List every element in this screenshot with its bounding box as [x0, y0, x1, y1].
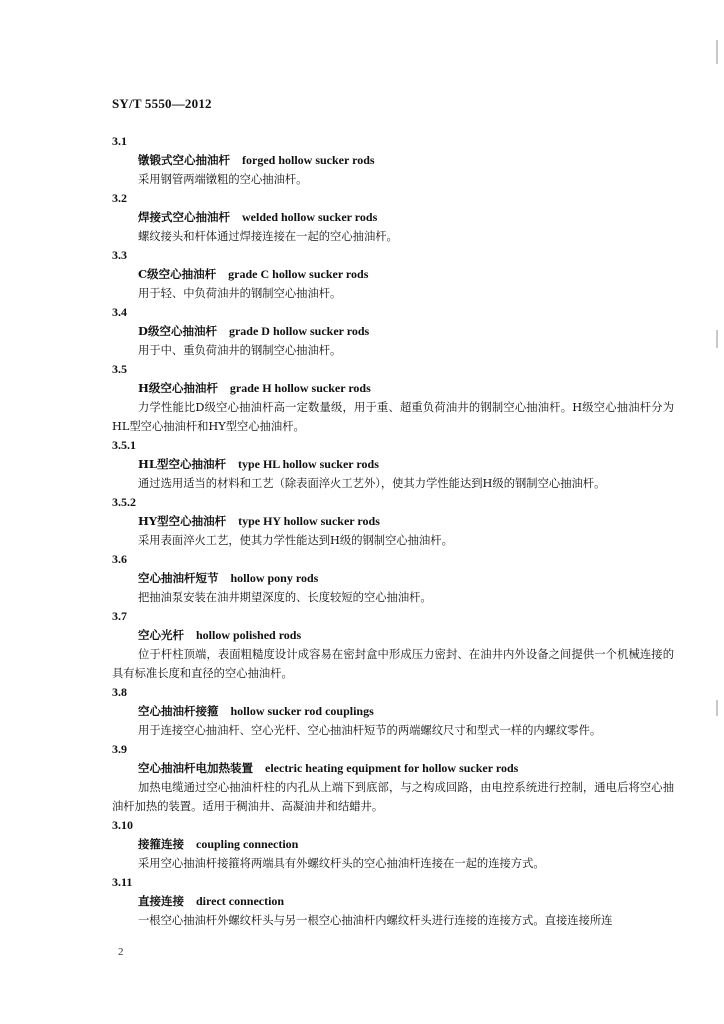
- clause-number: 3.9: [112, 742, 127, 756]
- scan-edge-mark: [716, 330, 718, 348]
- term-chinese: 空心抽油杆电加热装置: [138, 761, 253, 775]
- term-chinese: C级空心抽油杆: [138, 267, 217, 281]
- clause-3-3: [112, 246, 674, 303]
- clause-3-10: [112, 816, 674, 873]
- clause-3-4: [112, 303, 674, 360]
- clause-3-9: [112, 740, 674, 816]
- term-definition: 用于连接空心抽油杆、空心光杆、空心抽油杆短节的两端螺纹尺寸和型式一样的内螺纹零件。: [138, 724, 602, 737]
- term-definition: 通过选用适当的材料和工艺（除表面淬火工艺外），使其力学性能达到H级的钢制空心抽油杆。: [138, 477, 606, 490]
- term-heading: [112, 322, 674, 341]
- term-heading: [112, 379, 674, 398]
- term-english: hollow pony rods: [230, 571, 319, 585]
- term-heading: [112, 835, 674, 854]
- term-english: grade D hollow sucker rods: [228, 324, 370, 338]
- term-definition: 采用空心抽油杆接箍将两端具有外螺纹杆头的空心抽油杆连接在一起的连接方式。: [138, 857, 545, 870]
- term-heading: [112, 512, 674, 531]
- term-chinese: 镦锻式空心抽油杆: [138, 153, 230, 167]
- clause-3-11: [112, 873, 674, 930]
- term-heading: [112, 455, 674, 474]
- term-chinese: HL型空心抽油杆: [138, 457, 226, 471]
- term-chinese: H级空心抽油杆: [138, 381, 218, 395]
- clause-list: [112, 132, 674, 930]
- term-definition: 螺纹接头和杆体通过焊接连接在一起的空心抽油杆。: [138, 230, 398, 243]
- term-heading: [112, 759, 674, 778]
- clause-number: 3.2: [112, 191, 127, 205]
- standard-code-header: SY/T 5550—2012: [112, 96, 212, 111]
- term-english: type HL hollow sucker rods: [237, 457, 379, 471]
- clause-number: 3.5.1: [112, 438, 136, 452]
- term-english: forged hollow sucker rods: [242, 153, 375, 167]
- scan-edge-mark: [716, 700, 718, 716]
- term-chinese: 焊接式空心抽油杆: [138, 210, 230, 224]
- term-chinese: D级空心抽油杆: [138, 324, 217, 338]
- term-english: welded hollow sucker rods: [242, 210, 378, 224]
- term-heading: [112, 626, 674, 645]
- term-definition: 用于中、重负荷油井的钢制空心抽油杆。: [138, 344, 342, 357]
- clause-number: 3.5.2: [112, 495, 136, 509]
- term-chinese: 空心抽油杆短节: [138, 571, 219, 585]
- clause-3-5: [112, 360, 674, 436]
- term-english: direct connection: [196, 894, 285, 908]
- clause-number: 3.5: [112, 362, 127, 376]
- term-chinese: 空心光杆: [138, 628, 184, 642]
- term-english: hollow polished rods: [196, 628, 302, 642]
- term-english: electric heating equipment for hollow sucker rods: [265, 761, 519, 775]
- clause-number: 3.3: [112, 248, 127, 262]
- term-english: type HY hollow sucker rods: [238, 514, 380, 528]
- term-definition: 采用钢管两端镦粗的空心抽油杆。: [138, 173, 308, 186]
- scan-edge-mark: [716, 40, 718, 64]
- clause-number: 3.10: [112, 818, 133, 832]
- clause-3-1: [112, 132, 674, 189]
- term-heading: [112, 208, 674, 227]
- clause-number: 3.1: [112, 134, 127, 148]
- term-heading: [112, 569, 674, 588]
- clause-3-7: [112, 607, 674, 683]
- term-chinese: 空心抽油杆接箍: [138, 704, 219, 718]
- term-english: hollow sucker rod couplings: [230, 704, 374, 718]
- term-definition: 采用表面淬火工艺，使其力学性能达到H级的钢制空心抽油杆。: [138, 534, 453, 547]
- clause-3-5-2: [112, 493, 674, 550]
- term-heading: [112, 892, 674, 911]
- term-heading: [112, 151, 674, 170]
- clause-3-6: [112, 550, 674, 607]
- page-number: 2: [118, 946, 124, 958]
- term-definition: 位于杆柱顶端，表面粗糙度设计成容易在密封盒中形成压力密封、在油井内外设备之间提供一个机械连接的具有标准长度和直径的空心抽油杆。: [112, 648, 674, 680]
- clause-3-5-1: [112, 436, 674, 493]
- term-english: grade H hollow sucker rods: [229, 381, 371, 395]
- term-english: grade C hollow sucker rods: [228, 267, 369, 281]
- clause-number: 3.8: [112, 685, 127, 699]
- clause-number: 3.6: [112, 552, 127, 566]
- clause-number: 3.11: [112, 875, 133, 889]
- term-definition: 加热电缆通过空心抽油杆柱的内孔从上端下到底部，与之构成回路，由电控系统进行控制，通电后将空心抽油杆加热的装置。适用于稠油井、高凝油井和结蜡井。: [112, 781, 674, 813]
- term-heading: [112, 265, 674, 284]
- term-definition: 一根空心抽油杆外螺纹杆头与另一根空心抽油杆内螺纹杆头进行连接的连接方式。直接连接所连: [138, 914, 613, 927]
- term-heading: [112, 702, 674, 721]
- term-chinese: 接箍连接: [138, 837, 184, 851]
- term-english: coupling connection: [196, 837, 299, 851]
- clause-number: 3.4: [112, 305, 127, 319]
- term-chinese: 直接连接: [138, 894, 184, 908]
- clause-number: 3.7: [112, 609, 127, 623]
- term-definition: 把抽油泵安装在油井期望深度的、长度较短的空心抽油杆。: [138, 591, 432, 604]
- term-chinese: HY型空心抽油杆: [138, 514, 227, 528]
- clause-3-8: [112, 683, 674, 740]
- term-definition: 用于轻、中负荷油井的钢制空心抽油杆。: [138, 287, 342, 300]
- clause-3-2: [112, 189, 674, 246]
- term-definition: 力学性能比D级空心抽油杆高一定数量级，用于重、超重负荷油井的钢制空心抽油杆。H级空心抽油杆分为HL型空心抽油杆和HY型空心抽油杆。: [112, 401, 674, 433]
